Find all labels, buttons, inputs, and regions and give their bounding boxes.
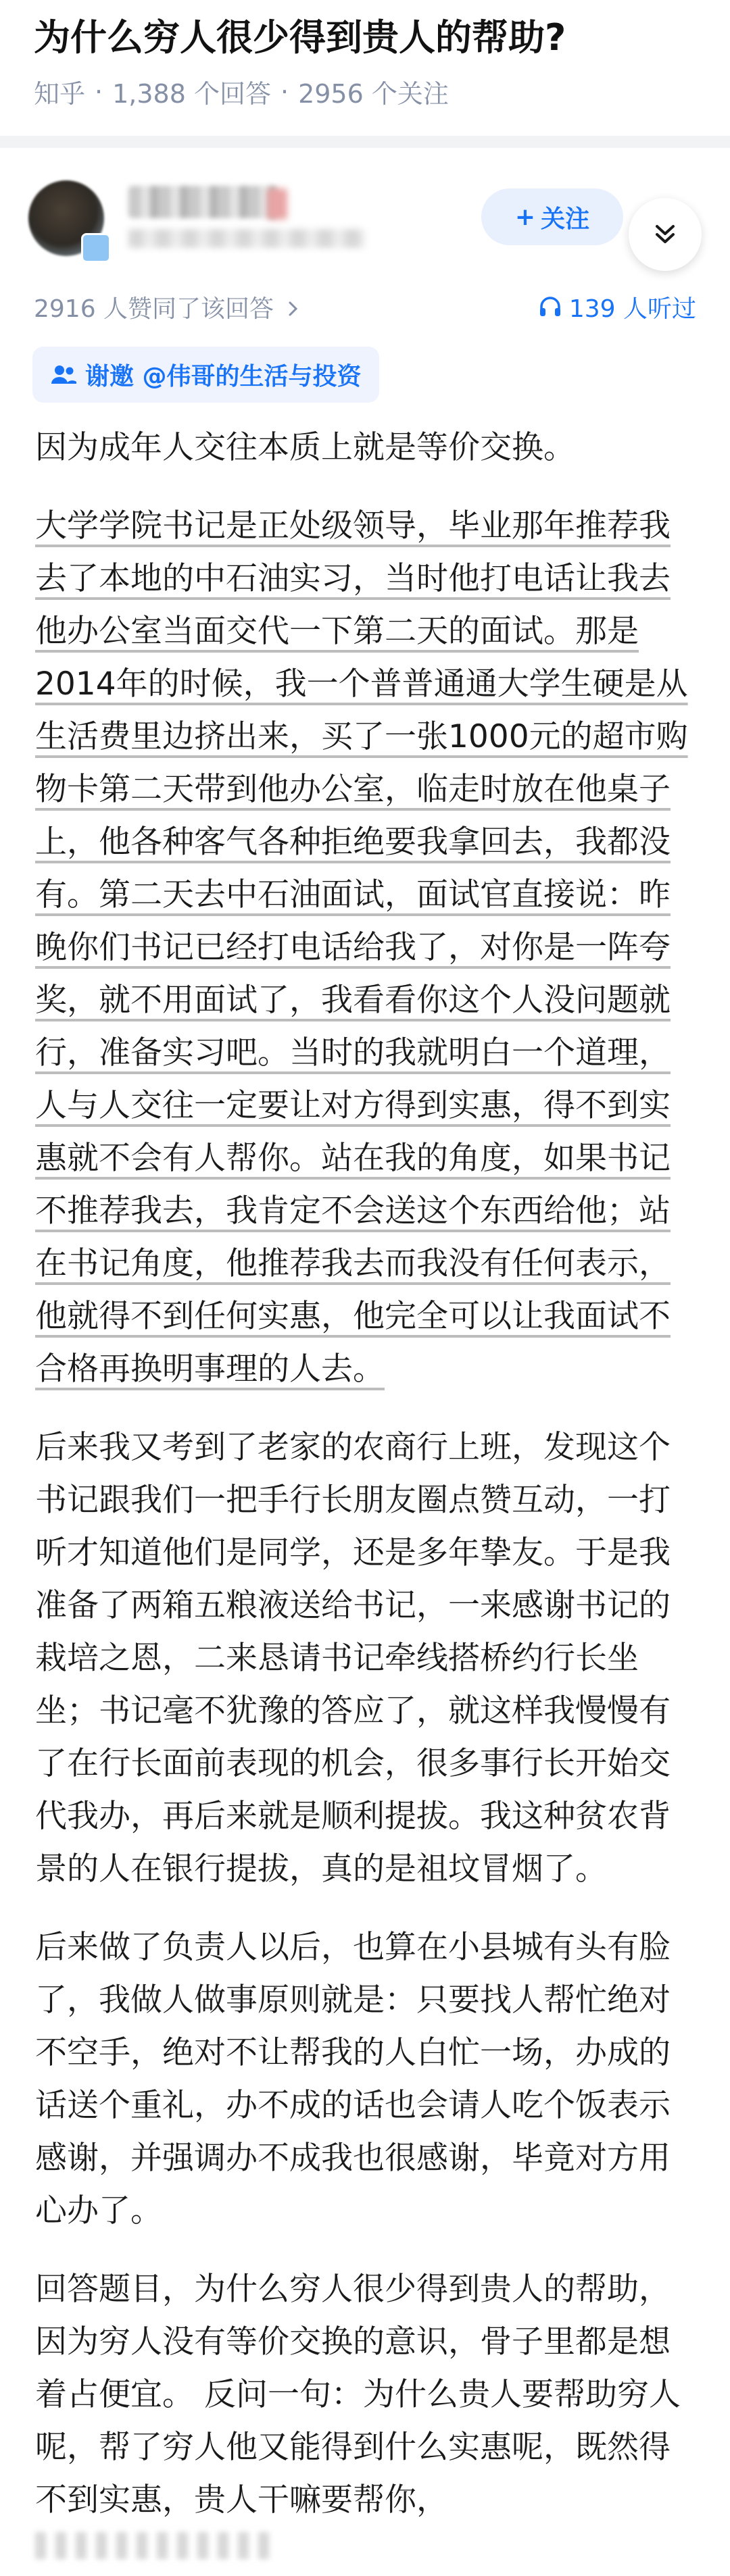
author-headline-blurred bbox=[128, 229, 365, 248]
follow-label: 关注 bbox=[541, 205, 590, 233]
source-label[interactable]: 知乎 bbox=[34, 79, 86, 109]
plus-icon: + bbox=[514, 203, 536, 231]
double-chevron-down-icon bbox=[650, 220, 680, 249]
section-divider bbox=[0, 136, 730, 148]
answer-paragraph: 回答题目，为什么穷人很少得到贵人的帮助，因为穷人没有等价交换的意识，骨子里都是想着占便宜。 反问一句：为什么贵人要帮助穷人呢，帮了穷人他又能得到什么实惠呢，既然得不到实惠，贵人干嘛要帮你， bbox=[35, 2271, 681, 2519]
headphones-icon bbox=[538, 295, 562, 319]
answer-count[interactable]: 1,388 个回答 bbox=[112, 79, 271, 109]
answer-paragraph: 后来做了负责人以后，也算在小县城有头有脸了，我做人做事原则就是：只要找人帮忙绝对不空手，绝对不让帮我的人白忙一场，办成的话送个重礼，办不成的话也会请人吃个饭表示感谢，并强调办不成我也很感谢，毕竟对方用心办了。 bbox=[35, 1929, 671, 2229]
answer-body bbox=[0, 403, 730, 2559]
like-count-text: 2916 人赞同了该回答 bbox=[34, 295, 274, 323]
author-name-blurred[interactable] bbox=[128, 186, 277, 218]
follower-count: 2956 个关注 bbox=[298, 79, 449, 109]
meta-separator: · bbox=[280, 76, 289, 107]
truncated-text-fade bbox=[35, 2532, 278, 2559]
invite-label: 谢邀 @伟哥的生活与投资 bbox=[85, 363, 362, 390]
answer-paragraph: 大学学院书记是正处级领导，毕业那年推荐我去了本地的中石油实习，当时他打电话让我去他办公室当面交代一下第二天的面试。那是2014年的时候，我一个普普通通大学生硬是从生活费里边挤出来，买了一张1000元的超市购物卡第二天带到他办公室，临走时放在他桌子上，他各种客气各种拒绝要我拿回去，我都没有。第二天去中石油面试，面试官直接说：昨晚你们书记已经打电话给我了，对你是一阵夸奖，就不用面试了，我看看你这个人没问题就行，准备实习吧。当时的我就明白一个道理，人与人交往一定要让对方得到实惠，得不到实惠就不会有人帮你。站在我的角度，如果书记不推荐我去，我肯定不会送这个东西给他；站在书记角度，他推荐我去而我没有任何表示，他就得不到任何实惠，他完全可以让我面试不合格再换明事理的人去。 bbox=[35, 507, 688, 1388]
invite-tag[interactable] bbox=[32, 347, 379, 403]
author-row bbox=[0, 148, 730, 297]
verified-badge-icon bbox=[81, 233, 111, 263]
question-title[interactable]: 为什么穷人很少得到贵人的帮助? bbox=[34, 16, 566, 59]
question-meta bbox=[34, 73, 696, 110]
chevron-right-icon bbox=[286, 299, 301, 319]
answer-paragraph: 因为成年人交往本质上就是等价交换。 bbox=[35, 429, 575, 466]
meta-separator: · bbox=[95, 76, 103, 107]
listen-count-text: 139 人听过 bbox=[568, 295, 696, 323]
answer-paragraph: 后来我又考到了老家的农商行上班，发现这个书记跟我们一把手行长朋友圈点赞互动，一打听才知道他们是同学，还是多年挚友。于是我准备了两箱五粮液送给书记，一来感谢书记的栽培之恩，二来恳请书记牵线搭桥约行长坐坐；书记毫不犹豫的答应了，就这样我慢慢有了在行长面前表现的机会，很多事行长开始交代我办，再后来就是顺利提拔。我这种贫农背景的人在银行提拔，真的是祖坟冒烟了。 bbox=[35, 1429, 671, 1888]
question-header bbox=[0, 0, 730, 110]
expand-button[interactable] bbox=[629, 198, 702, 271]
people-icon bbox=[50, 363, 77, 386]
follow-button[interactable] bbox=[481, 188, 623, 245]
author-badge-blurred bbox=[267, 188, 287, 220]
